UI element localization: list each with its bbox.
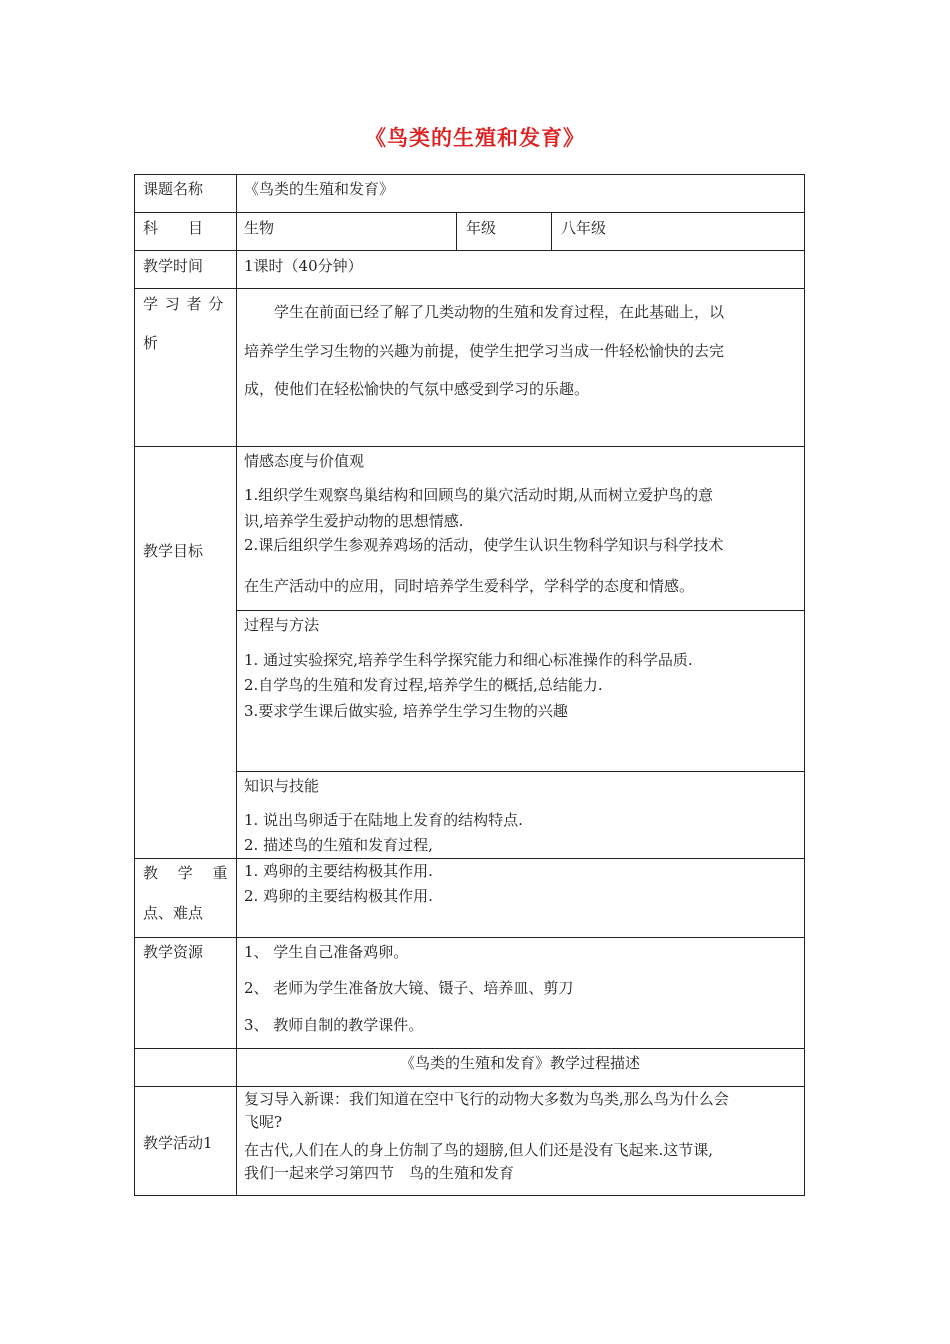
topic-label: 课题名称 [143, 180, 204, 198]
goals-process-heading: 过程与方法 [244, 616, 320, 634]
goals-process-line: 1. 通过实验探究,培养学生科学探究能力和细心标准操作的科学品质. [244, 651, 693, 669]
goals-process-line: 3.要求学生课后做实验, 培养学生学习生物的兴趣 [244, 702, 568, 720]
time-value: 1课时（40分钟） [244, 257, 363, 275]
process-header: 《鸟类的生殖和发育》教学过程描述 [399, 1054, 640, 1072]
row-divider [134, 858, 805, 859]
column-divider [456, 212, 457, 250]
goals-knowledge-line: 2. 描述鸟的生殖和发育过程, [244, 836, 433, 854]
row-divider [134, 250, 805, 251]
grade-label: 年级 [466, 219, 497, 237]
activity-line: 在古代,人们在人的身上仿制了鸟的翅膀,但人们还是没有飞起来.这节课, [244, 1141, 714, 1159]
goals-label: 教学目标 [143, 542, 204, 560]
analysis-line: 培养学生学习生物的兴趣为前提，使学生把学习当成一件轻松愉快的去完 [244, 341, 725, 360]
resource-line: 3、 教师自制的教学课件。 [244, 1016, 424, 1034]
row-divider [134, 1086, 805, 1087]
column-divider [551, 212, 552, 250]
grade-value: 八年级 [561, 219, 607, 237]
table-border-bottom [134, 1195, 805, 1196]
table-border-left [134, 174, 135, 1196]
goals-knowledge-line: 1. 说出鸟卵适于在陆地上发育的结构特点. [244, 811, 523, 829]
activity-line: 复习导入新课：我们知道在空中飞行的动物大多数为鸟类,那么鸟为什么会 [244, 1090, 729, 1108]
goals-emotion-line: 2.课后组织学生参观养鸡场的活动，使学生认识生物科学知识与科学技术 [244, 536, 724, 554]
row-divider [134, 1048, 805, 1049]
row-divider [134, 937, 805, 938]
goals-knowledge-heading: 知识与技能 [244, 777, 320, 795]
subject-label: 科 目 [143, 219, 204, 237]
goals-emotion-line: 在生产活动中的应用，同时培养学生爱科学，学科学的态度和情感。 [244, 577, 695, 595]
key-points-label-line-2: 点、难点 [143, 904, 204, 922]
goals-emotion-line: 识,培养学生爱护动物的思想情感. [244, 512, 464, 530]
analysis-label-line-1: 学 习 者 分 [143, 295, 225, 313]
analysis-label-line-2: 析 [143, 334, 159, 352]
key-point-line: 1. 鸡卵的主要结构极其作用. [244, 862, 433, 880]
topic-value: 《鸟类的生殖和发育》 [244, 180, 395, 198]
row-divider [134, 212, 805, 213]
analysis-line: 成，使他们在轻松愉快的气氛中感受到学习的乐趣。 [244, 380, 590, 398]
activity-label: 教学活动1 [143, 1134, 213, 1152]
analysis-text [244, 293, 802, 409]
goals-process-line: 2.自学鸟的生殖和发育过程,培养学生的概括,总结能力. [244, 676, 603, 694]
key-points-label-line-1: 教 学 重 [143, 864, 228, 882]
resource-line: 2、 老师为学生准备放大镜、镊子、培养皿、剪刀 [244, 979, 574, 997]
resources-label: 教学资源 [143, 943, 204, 961]
key-point-line: 2. 鸡卵的主要结构极其作用. [244, 887, 433, 905]
row-divider [134, 288, 805, 289]
lesson-plan-table [134, 174, 805, 1196]
goals-emotion-line: 1.组织学生观察鸟巢结构和回顾鸟的巢穴活动时期,从而树立爱护鸟的意 [244, 486, 714, 504]
resource-line: 1、 学生自己准备鸡卵。 [244, 943, 409, 961]
goals-emotion-heading: 情感态度与价值观 [244, 452, 365, 470]
activity-line: 飞呢? [244, 1113, 283, 1131]
analysis-line: 学生在前面已经了解了几类动物的生殖和发育过程，在此基础上，以 [274, 303, 725, 321]
activity-line: 我们一起来学习第四节 鸟的生殖和发育 [244, 1164, 515, 1182]
row-divider [236, 610, 805, 611]
page-title: 《鸟类的生殖和发育》 [365, 126, 585, 150]
time-label: 教学时间 [143, 257, 204, 275]
row-divider [236, 771, 805, 772]
column-divider [236, 174, 237, 1196]
subject-value: 生物 [244, 219, 275, 237]
table-border-right [804, 174, 805, 1196]
row-divider [134, 446, 805, 447]
table-border-top [134, 174, 805, 175]
